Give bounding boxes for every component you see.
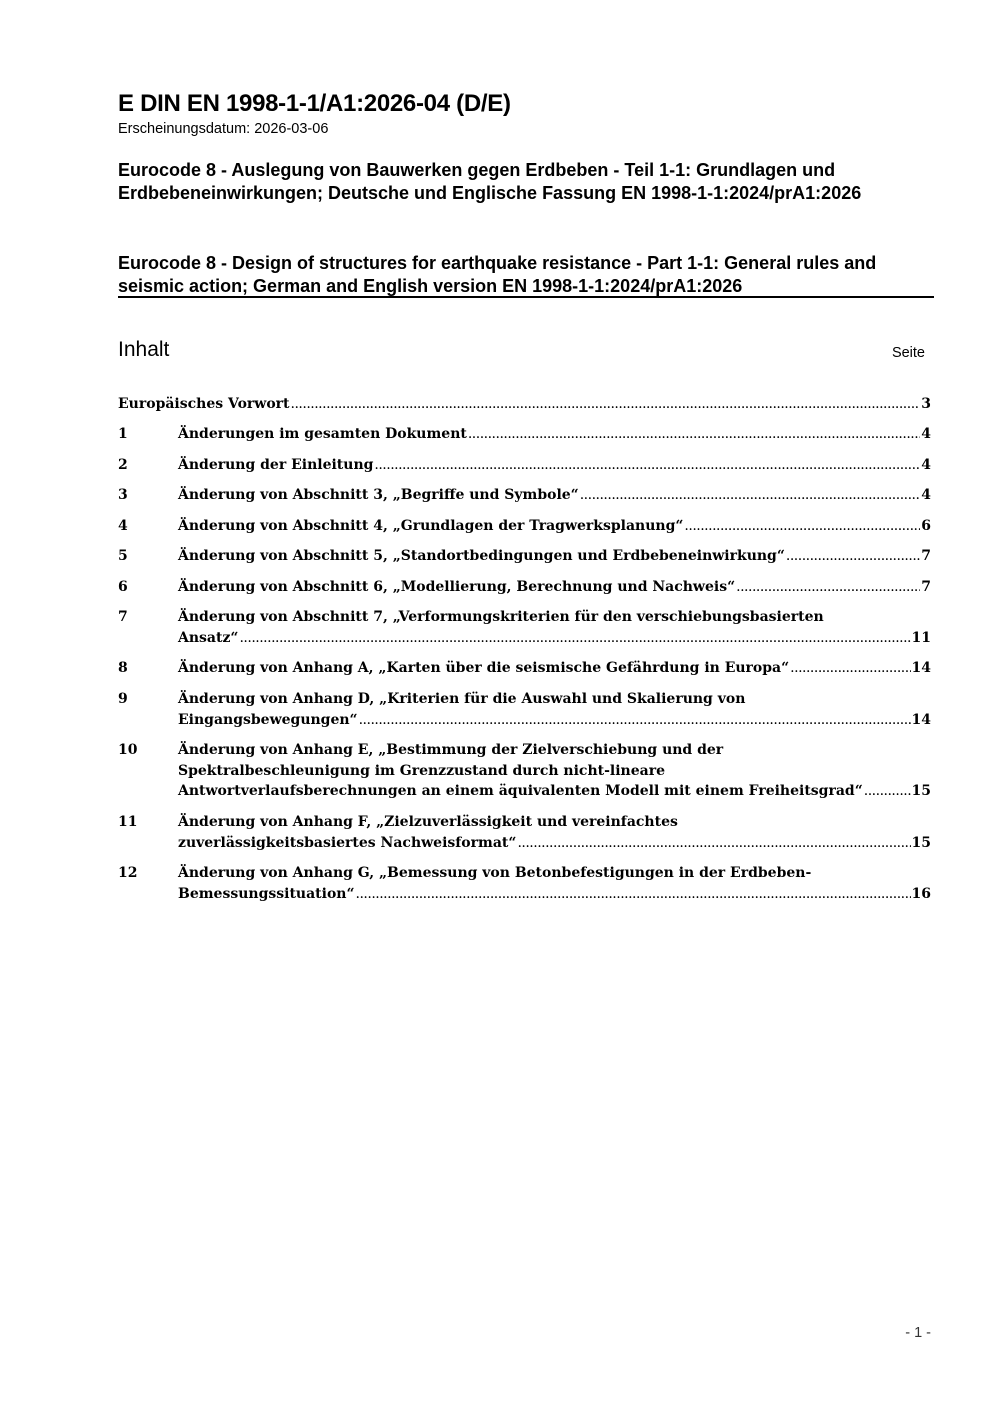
toc-entry-page: 6 <box>921 518 931 534</box>
toc-entry-title: Antwortverlaufsberechnungen an einem äquivalenten Modell mit einem Freiheitsgrad“ <box>178 783 863 799</box>
toc-entry-title-line: Änderung von Anhang E, „Bestimmung der Zielverschiebung und der Spektralbeschleunigung im Grenzzustand durch nicht-lineare <box>178 742 724 779</box>
toc-entry-title-line: Änderung von Anhang D, „Kriterien für die Auswahl und Skalierung von <box>178 691 746 707</box>
toc-entry-title-line: Änderung von Anhang G, „Bemessung von Betonbefestigungen in der Erdbeben- <box>178 865 812 881</box>
toc-entry-page: 14 <box>911 711 931 728</box>
toc-entry-page: 14 <box>911 660 931 676</box>
leader-dots <box>374 455 920 476</box>
title-english: Eurocode 8 - Design of structures for earthquake resistance - Part 1-1: General rules and seismic action; German and English version EN 1998-1-1:2024/prA1:2026 <box>118 253 877 296</box>
toc-entry-page: 4 <box>921 487 931 503</box>
toc-entry-number: 6 <box>118 579 128 595</box>
document-id: E DIN EN 1998-1-1/A1:2026-04 (D/E) <box>118 90 511 117</box>
toc-entry-title-line: Änderung von Abschnitt 7, „Verformungskriterien für den verschiebungsbasierten <box>178 609 824 625</box>
toc-entry-number: 12 <box>118 865 138 881</box>
leader-dots <box>291 394 921 415</box>
toc-entry-title: Änderung von Anhang A, „Karten über die seismische Gefährdung in Europa“ <box>178 660 790 676</box>
toc-entry-1[interactable] <box>118 424 931 445</box>
title-german: Eurocode 8 - Auslegung von Bauwerken gegen Erdbeben - Teil 1-1: Grundlagen und Erdbebeneinwirkungen; Deutsche und Englische Fassung EN 1998-1-1:2024/prA1:2026 <box>118 160 862 203</box>
leader-dots <box>356 884 911 905</box>
toc-entry-10[interactable] <box>118 740 931 802</box>
toc-entry-3[interactable] <box>118 485 931 506</box>
toc-entry-number: 5 <box>118 548 128 564</box>
leader-dots <box>786 546 920 567</box>
toc-entry-number: 11 <box>118 814 138 830</box>
leader-dots <box>736 577 920 598</box>
toc-entry-title: zuverlässigkeitsbasiertes Nachweisformat“ <box>178 834 517 851</box>
toc-entry-title: Ansatz“ <box>178 629 239 646</box>
title-underline <box>118 296 934 298</box>
toc-entry-page: 16 <box>911 885 931 902</box>
toc-entry-page: 4 <box>921 426 931 442</box>
toc-entry-title: Änderung der Einleitung <box>178 457 374 473</box>
toc-entry-number: 7 <box>118 609 128 625</box>
leader-dots <box>684 516 920 537</box>
toc-entry-vorwort[interactable] <box>118 394 931 415</box>
toc-entry-2[interactable] <box>118 455 931 476</box>
leader-dots <box>359 710 911 731</box>
toc-entry-number: 8 <box>118 660 128 676</box>
toc-entry-title-line: Änderung von Anhang F, „Zielzuverlässigkeit und vereinfachtes <box>178 814 678 830</box>
toc-entry-page: 3 <box>921 396 931 412</box>
toc-entry-title: Europäisches Vorwort <box>118 396 290 412</box>
toc-entry-number: 2 <box>118 457 128 473</box>
toc-entry-5[interactable] <box>118 546 931 567</box>
toc-entry-page: 15 <box>911 834 931 851</box>
toc-entry-4[interactable] <box>118 516 931 537</box>
toc-entry-number: 10 <box>118 742 138 758</box>
toc-entry-page: 4 <box>921 457 931 473</box>
leader-dots <box>517 833 910 854</box>
leader-dots <box>239 628 910 649</box>
toc-entry-title: Änderung von Abschnitt 3, „Begriffe und Symbole“ <box>178 487 579 503</box>
toc-entry-number: 1 <box>118 426 128 442</box>
toc-entry-title: Eingangsbewegungen“ <box>178 711 358 728</box>
toc-entry-8[interactable] <box>118 658 931 679</box>
toc-entry-title: Änderung von Abschnitt 4, „Grundlagen der Tragwerksplanung“ <box>178 518 684 534</box>
toc-entry-page: 11 <box>911 629 931 646</box>
toc-entry-7[interactable] <box>118 607 931 648</box>
toc-page-column-label: Seite <box>891 345 925 361</box>
toc-entry-9[interactable] <box>118 689 931 730</box>
toc-entry-12[interactable] <box>118 863 931 904</box>
toc-entry-11[interactable] <box>118 812 931 853</box>
leader-dots <box>468 424 920 445</box>
toc-heading: Inhalt <box>118 338 170 361</box>
toc-entry-title: Änderung von Abschnitt 6, „Modellierung, Berechnung und Nachweis“ <box>178 579 736 595</box>
toc-entry-6[interactable] <box>118 577 931 598</box>
leader-dots <box>790 658 910 679</box>
toc-entry-page: 15 <box>911 783 931 799</box>
toc-entry-title: Bemessungssituation“ <box>178 885 355 902</box>
publication-date: Erscheinungsdatum: 2026-03-06 <box>118 121 329 137</box>
toc-entry-page: 7 <box>921 579 931 595</box>
toc-entry-page: 7 <box>921 548 931 564</box>
toc-entry-title: Änderung von Abschnitt 5, „Standortbedingungen und Erdbebeneinwirkung“ <box>178 548 785 564</box>
toc-entry-number: 4 <box>118 518 128 534</box>
leader-dots <box>580 485 921 506</box>
toc-entry-number: 3 <box>118 487 128 503</box>
leader-dots <box>864 781 911 802</box>
toc-entry-number: 9 <box>118 691 128 707</box>
toc-entry-title: Änderungen im gesamten Dokument <box>178 426 467 442</box>
page-number: - 1 - <box>905 1325 931 1341</box>
